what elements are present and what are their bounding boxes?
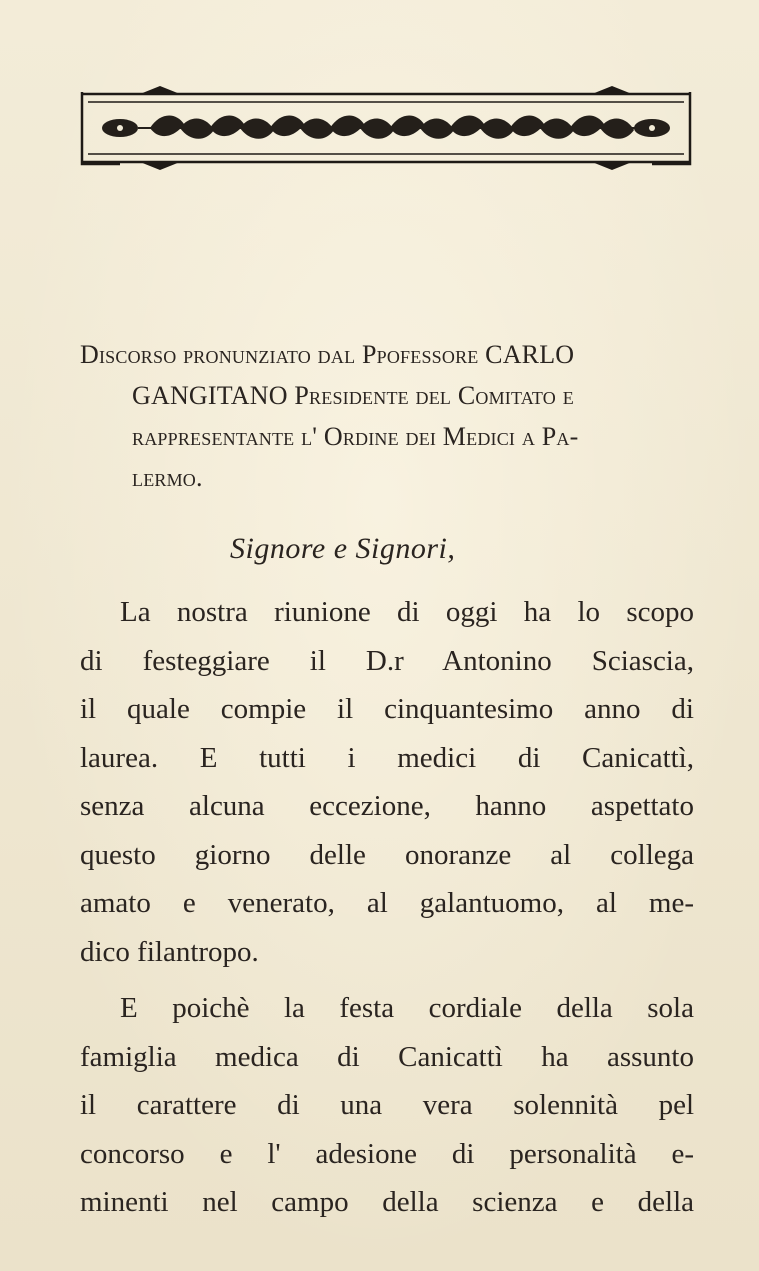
heading-line-3-text: rappresentante l' Ordine dei Medici a Pa- — [132, 422, 579, 451]
heading-line-4 — [80, 457, 700, 498]
paragraph1-line: La nostra riunione di oggi ha lo scopo — [120, 596, 694, 628]
body-text — [80, 588, 694, 1227]
paragraph1-line: laurea. E tutti i medici di Canicattì, — [80, 741, 694, 774]
paragraph2-line: minenti nel campo della scienza e della — [80, 1186, 694, 1218]
paragraph1-line: dico filantropo. — [80, 935, 259, 968]
salutation: Signore e Signori, — [230, 532, 456, 565]
paragraph1-line: senza alcuna eccezione, hanno aspettato — [80, 790, 694, 822]
paragraph2-line: il carattere di una vera solennità pel — [80, 1089, 694, 1121]
heading-line-4-text: lermo. — [132, 463, 203, 492]
paragraph1-line: di festeggiare il D.r Antonino Sciascia, — [80, 644, 694, 677]
paragraph2-line: famiglia medica di Canicattì ha assunto — [80, 1040, 694, 1073]
paragraph2-line: concorso e l' adesione di personalità e- — [80, 1137, 694, 1170]
paragraph2-line: E poichè la festa cordiale della sola — [120, 992, 694, 1024]
heading-line-1-text: Discorso pronunziato dal Ppofessore CARLO — [80, 340, 575, 369]
heading-line-3 — [80, 416, 700, 457]
heading-line-2-text: GANGITANO Presidente del Comitato e — [132, 381, 574, 410]
speech-heading — [80, 334, 700, 498]
paragraph1-line: il quale compie il cinquantesimo anno di — [80, 693, 694, 725]
heading-line-1 — [80, 334, 700, 375]
paragraph1-line: amato e venerato, al galantuomo, al me- — [80, 887, 694, 919]
decorative-ornament-band — [80, 84, 692, 172]
heading-line-2 — [80, 375, 700, 416]
paragraph1-line: questo giorno delle onoranze al collega — [80, 838, 694, 871]
